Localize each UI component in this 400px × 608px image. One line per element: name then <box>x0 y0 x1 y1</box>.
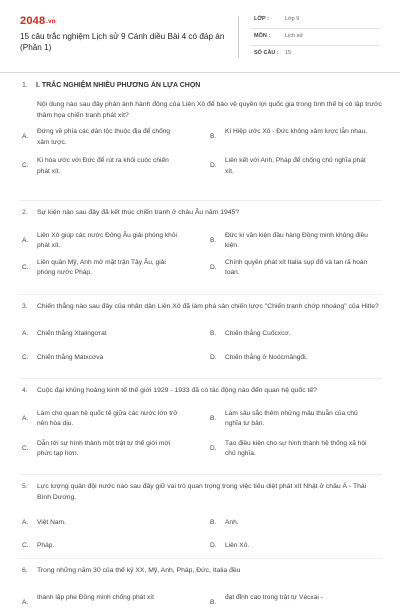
option-d[interactable] <box>210 258 370 279</box>
meta-subject <box>250 28 380 46</box>
option-c[interactable] <box>22 541 182 552</box>
option-text: Pháp. <box>22 541 182 552</box>
option-text: Làm cho quan hệ quốc tế giữa các nước lớn trở nên hòa dịu. <box>22 409 182 430</box>
options-grid <box>22 509 382 553</box>
question-number: 4. <box>22 386 28 397</box>
option-a[interactable] <box>22 409 182 430</box>
question-divider <box>20 294 382 295</box>
option-label: A. <box>22 414 28 425</box>
meta-grade <box>250 11 380 29</box>
option-label: D. <box>210 263 217 274</box>
logo-text: 2048 <box>20 15 45 27</box>
question-6 <box>22 566 382 603</box>
question-text <box>22 208 382 219</box>
option-d[interactable] <box>210 541 370 552</box>
option-text: Liên Xô giúp các nước Đông Âu giải phóng khỏi phát xít. <box>22 231 182 252</box>
option-label: A. <box>22 236 28 247</box>
option-text: Đứng về phía các dân tộc thuộc địa để chống xâm lược. <box>22 127 182 148</box>
option-text: Việt Nam. <box>22 518 182 529</box>
meta-subject-key: MÔN : <box>254 33 270 39</box>
question-body: Sự kiện nào sau đây đã kết thúc chiến tranh ở châu Âu năm 1945? <box>37 209 239 216</box>
site-logo[interactable] <box>20 15 56 27</box>
question-4 <box>22 386 382 463</box>
option-b[interactable] <box>210 593 370 604</box>
question-text <box>22 386 382 397</box>
option-c[interactable] <box>22 439 182 460</box>
option-a[interactable] <box>22 127 182 148</box>
option-label: C. <box>22 353 29 364</box>
question-3 <box>22 302 382 363</box>
option-label: B. <box>210 132 216 143</box>
option-label: A. <box>22 329 28 340</box>
question-body: Cuộc đại khủng hoảng kinh tế thế giới 1929 - 1933 đã có tác động nào đến quan hệ quốc tế? <box>37 387 317 394</box>
option-label: A. <box>22 518 28 529</box>
option-d[interactable] <box>210 439 370 460</box>
option-label: D. <box>210 353 217 364</box>
option-c[interactable] <box>22 156 182 177</box>
question-number: 2. <box>22 208 28 219</box>
options-grid <box>22 403 382 463</box>
option-d[interactable] <box>210 353 370 364</box>
logo-suffix: .vn <box>46 19 55 25</box>
option-label: D. <box>210 541 217 552</box>
question-text <box>22 482 382 503</box>
option-text: Liên quân Mỹ, Anh mở mặt trận Tây Âu, giải phóng nước Pháp. <box>22 258 182 279</box>
question-divider <box>20 558 382 559</box>
option-b[interactable] <box>210 127 370 138</box>
option-label: C. <box>22 161 29 172</box>
options-grid <box>22 583 382 603</box>
option-text: Kí hòa ước với Đức để rút ra khỏi cuộc chiến phát xít. <box>22 156 182 177</box>
option-text: Chiến thắng ở Noócmăngđi. <box>210 353 370 364</box>
question-divider <box>20 378 382 379</box>
option-label: A. <box>22 132 28 143</box>
option-text: Tạo điều kiện cho sự hình thành hệ thống xã hội chủ nghĩa. <box>210 439 370 460</box>
question-body: Chiến thắng nào sau đây của nhân dân Liên Xô đã làm phá sản chiến lược "Chiến tranh chớp nhoáng" của Hitle? <box>37 303 379 310</box>
option-a[interactable] <box>22 518 182 529</box>
page-title: 15 câu trắc nghiệm Lịch sử 9 Cánh diều Bài 4 có đáp án (Phần 1) <box>20 32 225 53</box>
option-a[interactable] <box>22 231 182 252</box>
option-text: Anh. <box>210 518 370 529</box>
meta-grade-value: Lớp 9 <box>285 16 299 22</box>
option-text: Liên kết với Anh, Pháp để chống chủ nghĩa phát xít. <box>210 156 370 177</box>
meta-count <box>250 45 380 63</box>
option-b[interactable] <box>210 329 370 340</box>
header-divider <box>238 16 239 58</box>
question-divider <box>20 474 382 475</box>
options-grid <box>22 225 382 283</box>
section-number: 1. <box>22 82 36 89</box>
option-label: C. <box>22 444 29 455</box>
meta-subject-value: Lịch sử <box>285 33 303 39</box>
section-title: I. TRẮC NGHIỆM NHIỀU PHƯƠNG ÁN LỰA CHỌN <box>36 82 200 89</box>
meta-count-value: 15 <box>285 50 291 56</box>
option-text: Đức kí văn kiện đầu hàng Đồng minh không điều kiện. <box>210 231 370 252</box>
option-text: Làm sâu sắc thêm những mâu thuẫn của chủ nghĩa tư bản. <box>210 409 370 430</box>
option-text: Dẫn tới sự hình thành một trật tự thế giới mới phức tạp hơn. <box>22 439 182 460</box>
option-c[interactable] <box>22 258 182 279</box>
question-number: 3. <box>22 302 28 313</box>
question-5 <box>22 482 382 553</box>
option-label: B. <box>210 414 216 425</box>
option-label: B. <box>210 236 216 247</box>
option-b[interactable] <box>210 231 370 252</box>
question-1 <box>22 100 382 177</box>
question-divider <box>20 200 382 201</box>
option-label: C. <box>22 263 29 274</box>
option-label: A. <box>22 598 28 608</box>
options-grid <box>22 127 382 177</box>
option-label: B. <box>210 598 216 608</box>
option-text: thành lập phe Đồng minh chống phát xít <box>22 593 182 604</box>
option-a[interactable] <box>22 593 182 604</box>
option-text: Liên Xô. <box>210 541 370 552</box>
document-header <box>0 0 400 73</box>
question-text <box>22 566 382 577</box>
option-d[interactable] <box>210 156 370 177</box>
option-b[interactable] <box>210 518 370 529</box>
question-2 <box>22 208 382 283</box>
option-text: Chiến thắng Xtalingơrat <box>22 329 182 340</box>
options-grid <box>22 319 382 363</box>
question-text <box>22 302 382 313</box>
option-label: C. <box>22 541 29 552</box>
option-text: đạt đỉnh cao trong trật tự Vécxai - <box>210 593 370 604</box>
option-b[interactable] <box>210 409 370 430</box>
meta-grade-key: LỚP : <box>254 16 269 22</box>
option-c[interactable] <box>22 353 182 364</box>
meta-count-key: SỐ CÂU : <box>254 50 279 56</box>
option-label: B. <box>210 518 216 529</box>
section-heading <box>22 82 200 89</box>
question-number: 6. <box>22 566 28 577</box>
option-text: Chiến thắng Mátxcơva <box>22 353 182 364</box>
option-label: D. <box>210 161 217 172</box>
option-text: Kí Hiệp ước Xô - Đức không xâm lược lẫn nhau. <box>210 127 370 138</box>
question-text: Nội dung nào sau đây phản ánh hành động của Liên Xô để bảo vệ quyền lợi quốc gia trong tình thế bị cô lập trước thâm họa chiến tranh phát xít? <box>22 100 382 121</box>
question-body: Lực lượng quân đội nước nào sau đây giữ vai trò quan trọng trong việc tiêu diệt phát xít Nhật ở châu Á - Thái Bình Dương. <box>37 483 366 501</box>
option-a[interactable] <box>22 329 182 340</box>
option-label: B. <box>210 329 216 340</box>
question-number: 5. <box>22 482 28 493</box>
option-text: Chính quyền phát xít Italia sụp đổ và tan rã hoàn toàn. <box>210 258 370 279</box>
option-label: D. <box>210 444 217 455</box>
question-body: Trong những năm 30 của thế kỷ XX, Mỹ, Anh, Pháp, Đức, Italia đều <box>37 567 240 574</box>
option-text: Chiến thắng Cuốcxcơ. <box>210 329 370 340</box>
